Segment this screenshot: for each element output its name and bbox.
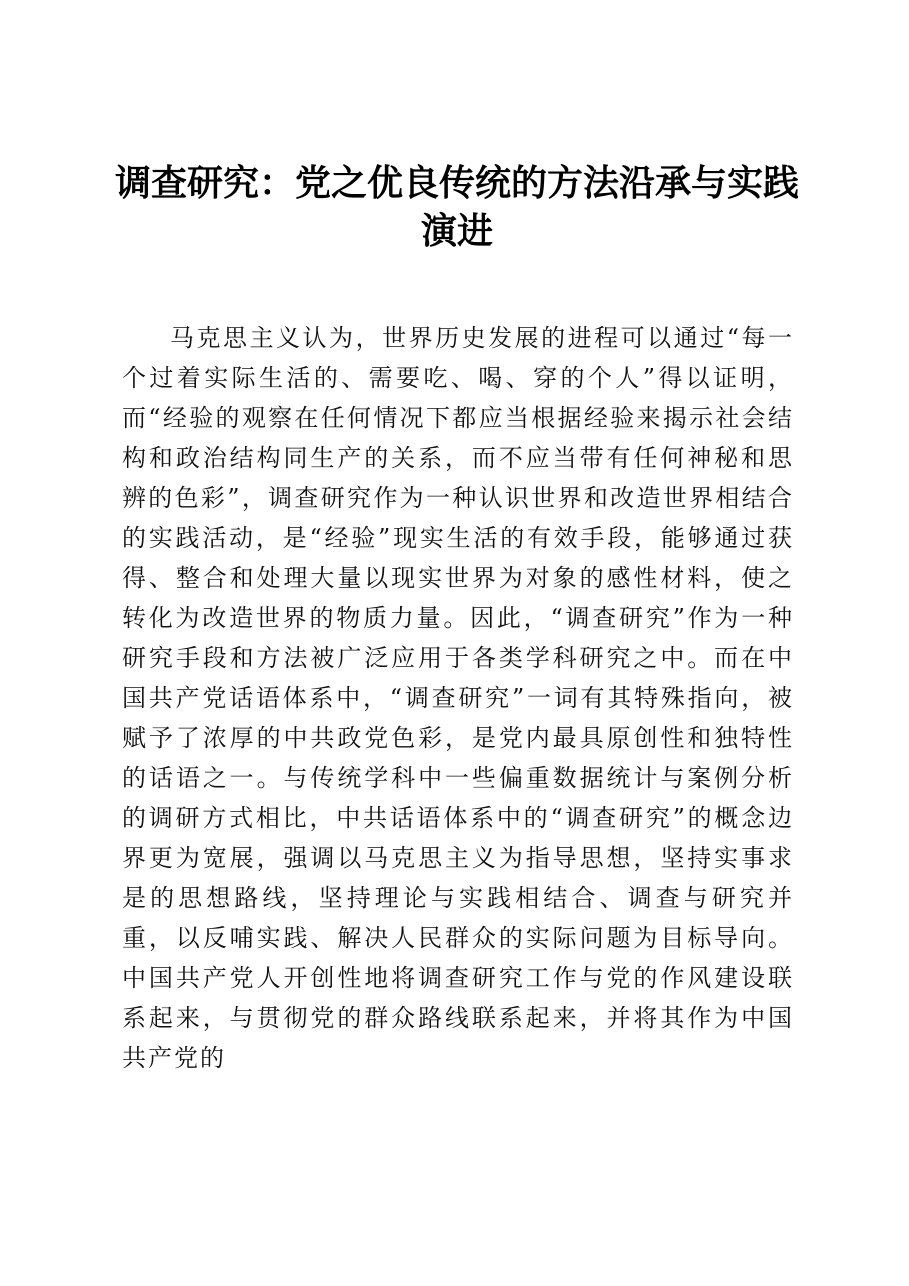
body-paragraph: 马克思主义认为，世界历史发展的进程可以通过“每一个过着实际生活的、需要吃、喝、穿的个人”得以证明，而“经验的观察在任何情况下都应当根据经验来揭示社会结构和政治结构同生产的关系，而不应当带有任何神秘和思辨的色彩”，调查研究作为一种认识世界和改造世界相结合的实践活动，是“经验”现实生活的有效手段，能够通过获得、整合和处理大量以现实世界为对象的感性材料，使之转化为改造世界的物质力量。因此，“调查研究”作为一种研究手段和方法被广泛应用于各类学科研究之中。而在中国共产党话语体系中，“调查研究”一词有其特殊指向，被赋予了浓厚的中共政党色彩，是党内最具原创性和独特性的话语之一。与传统学科中一些偏重数据统计与案例分析的调研方式相比，中共话语体系中的“调查研究”的概念边界更为宽展，强调以马克思主义为指导思想，坚持实事求是的思想路线，坚持理论与实践相结合、调查与研究并重，以反哺实践、解决人民群众的实际问题为目标导向。中国共产党人开创性地将调查研究工作与党的作风建设联系起来，与贯彻党的群众路线联系起来，并将其作为中国共产党的 [122, 324, 794, 1072]
document-title: 调查研究：党之优良传统的方法沿承与实践演进 [114, 163, 799, 252]
